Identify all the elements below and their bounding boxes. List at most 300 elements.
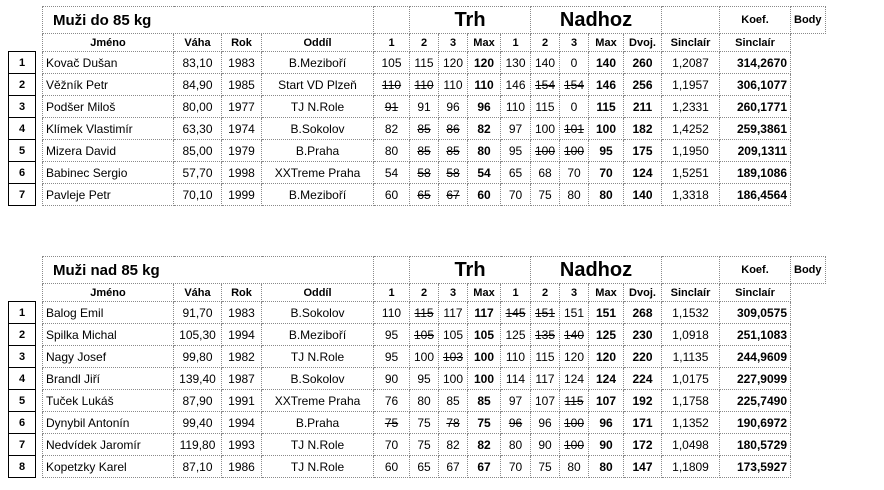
nadhoz-max: 107	[589, 390, 624, 412]
athlete-name: Podšer Miloš	[43, 96, 174, 118]
table-row	[9, 346, 826, 368]
athlete-weight: 105,30	[174, 324, 222, 346]
trh-max: 67	[468, 456, 501, 478]
sinclair-koef: 1,1352	[662, 412, 720, 434]
athlete-weight: 83,10	[174, 52, 222, 74]
nadhoz-attempt: 154	[560, 74, 589, 96]
athlete-name: Brandl Jiří	[43, 368, 174, 390]
header-row-columns	[9, 34, 826, 52]
blank-header	[662, 257, 720, 284]
results-table-nad-85	[8, 256, 826, 478]
row-number: 1	[9, 302, 36, 324]
club: B.Sokolov	[262, 302, 374, 324]
birth-year: 1979	[222, 140, 262, 162]
athlete-name: Pavleje Petr	[43, 184, 174, 206]
trh-max: 60	[468, 184, 501, 206]
athlete-name: Nedvídek Jaromír	[43, 434, 174, 456]
nadhoz-attempt: 100	[560, 434, 589, 456]
trh-a2-header: 2	[410, 284, 439, 302]
nadhoz-attempt: 151	[531, 302, 560, 324]
sinclair-koef: 1,1809	[662, 456, 720, 478]
table-row	[9, 302, 826, 324]
sinclair-koef: 1,1135	[662, 346, 720, 368]
trh-a3-header: 3	[439, 34, 468, 52]
club: Start VD Plzeň	[262, 74, 374, 96]
total: 192	[624, 390, 662, 412]
nadhoz-max: 95	[589, 140, 624, 162]
trh-attempt: 110	[439, 74, 468, 96]
row-number: 7	[9, 434, 36, 456]
athlete-name: Babinec Sergio	[43, 162, 174, 184]
nadhoz-max: 146	[589, 74, 624, 96]
sinclair-body: 251,1083	[720, 324, 791, 346]
athlete-name: Věžník Petr	[43, 74, 174, 96]
row-number: 5	[9, 140, 36, 162]
nadhoz-attempt: 114	[501, 368, 531, 390]
trh-a2-header: 2	[410, 34, 439, 52]
trh-max-header: Max	[468, 34, 501, 52]
birth-year: 1977	[222, 96, 262, 118]
koef-top-header: Koef.	[720, 257, 791, 284]
athlete-weight: 57,70	[174, 162, 222, 184]
table-row	[9, 52, 826, 74]
spacer-cell	[36, 324, 43, 346]
nadhoz-max: 70	[589, 162, 624, 184]
nadhoz-attempt: 95	[501, 140, 531, 162]
nadhoz-attempt: 70	[560, 162, 589, 184]
trh-attempt: 117	[439, 302, 468, 324]
spacer-cell	[36, 74, 43, 96]
blank-header	[662, 7, 720, 34]
sinclair-body: 225,7490	[720, 390, 791, 412]
total: 220	[624, 346, 662, 368]
trh-attempt: 91	[374, 96, 410, 118]
club: B.Praha	[262, 412, 374, 434]
nadhoz-attempt: 125	[501, 324, 531, 346]
spacer-cell	[36, 184, 43, 206]
row-number: 2	[9, 74, 36, 96]
sinclair-body: 306,1077	[720, 74, 791, 96]
trh-attempt: 76	[374, 390, 410, 412]
sinclair-body: 173,5927	[720, 456, 791, 478]
corner-blank	[9, 7, 43, 52]
trh-attempt: 95	[410, 368, 439, 390]
blank-header	[374, 7, 410, 34]
trh-attempt: 95	[374, 324, 410, 346]
total: 260	[624, 52, 662, 74]
table-row	[9, 390, 826, 412]
nadhoz-attempt: 65	[501, 162, 531, 184]
trh-max: 117	[468, 302, 501, 324]
athlete-weight: 139,40	[174, 368, 222, 390]
club: B.Meziboří	[262, 52, 374, 74]
birth-year: 1982	[222, 346, 262, 368]
sinclair-koef: 1,5251	[662, 162, 720, 184]
nadhoz-a3-header: 3	[560, 284, 589, 302]
sinclair-body: 259,3861	[720, 118, 791, 140]
trh-max: 120	[468, 52, 501, 74]
sinclair-body: 260,1771	[720, 96, 791, 118]
table-row	[9, 74, 826, 96]
spacer-cell	[36, 390, 43, 412]
spacer-cell	[36, 162, 43, 184]
blank-header	[374, 257, 410, 284]
sinclair-koef: 1,1950	[662, 140, 720, 162]
athlete-weight: 87,10	[174, 456, 222, 478]
table-row	[9, 368, 826, 390]
nadhoz-attempt: 140	[560, 324, 589, 346]
weight-header: Váha	[174, 34, 222, 52]
total: 175	[624, 140, 662, 162]
table-row	[9, 184, 826, 206]
total: 182	[624, 118, 662, 140]
spacer-cell	[36, 118, 43, 140]
nadhoz-max-header: Max	[589, 34, 624, 52]
nadhoz-max: 124	[589, 368, 624, 390]
birth-year: 1993	[222, 434, 262, 456]
trh-attempt: 85	[439, 390, 468, 412]
sinclair-koef: 1,4252	[662, 118, 720, 140]
club: TJ N.Role	[262, 434, 374, 456]
athlete-weight: 99,80	[174, 346, 222, 368]
nadhoz-attempt: 96	[501, 412, 531, 434]
trh-attempt: 100	[410, 346, 439, 368]
year-header: Rok	[222, 284, 262, 302]
nadhoz-attempt: 115	[531, 346, 560, 368]
koef-header: Sinclaír	[662, 34, 720, 52]
nadhoz-attempt: 140	[531, 52, 560, 74]
birth-year: 1974	[222, 118, 262, 140]
nadhoz-attempt: 80	[560, 456, 589, 478]
spacer-cell	[36, 96, 43, 118]
sinclair-koef: 1,1758	[662, 390, 720, 412]
birth-year: 1994	[222, 324, 262, 346]
trh-attempt: 82	[439, 434, 468, 456]
athlete-name: Mizera David	[43, 140, 174, 162]
trh-max: 100	[468, 346, 501, 368]
header-row-top	[9, 7, 826, 34]
total: 124	[624, 162, 662, 184]
trh-attempt: 90	[374, 368, 410, 390]
club-header: Oddíl	[262, 34, 374, 52]
nadhoz-attempt: 80	[560, 184, 589, 206]
nadhoz-attempt: 110	[501, 96, 531, 118]
trh-attempt: 110	[410, 74, 439, 96]
nadhoz-a3-header: 3	[560, 34, 589, 52]
trh-max: 54	[468, 162, 501, 184]
nadhoz-attempt: 75	[531, 456, 560, 478]
row-number: 3	[9, 346, 36, 368]
athlete-weight: 84,90	[174, 74, 222, 96]
table-row	[9, 96, 826, 118]
club-header: Oddíl	[262, 284, 374, 302]
nadhoz-attempt: 100	[531, 118, 560, 140]
trh-attempt: 58	[439, 162, 468, 184]
sinclair-koef: 1,2087	[662, 52, 720, 74]
trh-attempt: 75	[410, 434, 439, 456]
nadhoz-attempt: 90	[531, 434, 560, 456]
birth-year: 1986	[222, 456, 262, 478]
spacer-cell	[36, 412, 43, 434]
trh-max: 80	[468, 140, 501, 162]
table-row	[9, 118, 826, 140]
trh-attempt: 86	[439, 118, 468, 140]
athlete-name: Nagy Josef	[43, 346, 174, 368]
athlete-name: Klímek Vlastimír	[43, 118, 174, 140]
results-table-do-85	[8, 6, 826, 206]
spacer-cell	[36, 52, 43, 74]
nadhoz-attempt: 97	[501, 118, 531, 140]
nadhoz-max: 125	[589, 324, 624, 346]
table-row	[9, 456, 826, 478]
birth-year: 1983	[222, 302, 262, 324]
athlete-weight: 85,00	[174, 140, 222, 162]
spacer-cell	[36, 346, 43, 368]
body-header: Sinclaír	[720, 284, 791, 302]
trh-section-header: Trh	[410, 257, 531, 284]
athlete-name: Kovač Dušan	[43, 52, 174, 74]
sinclair-body: 186,4564	[720, 184, 791, 206]
row-number: 1	[9, 52, 36, 74]
trh-attempt: 80	[410, 390, 439, 412]
nadhoz-attempt: 100	[560, 412, 589, 434]
name-header: Jméno	[43, 34, 174, 52]
trh-a3-header: 3	[439, 284, 468, 302]
nadhoz-attempt: 0	[560, 52, 589, 74]
trh-max: 100	[468, 368, 501, 390]
row-number: 2	[9, 324, 36, 346]
sinclair-body: 244,9609	[720, 346, 791, 368]
club: B.Meziboří	[262, 184, 374, 206]
row-number: 6	[9, 162, 36, 184]
club: XXTreme Praha	[262, 162, 374, 184]
body-top-header: Body	[791, 257, 826, 284]
total: 172	[624, 434, 662, 456]
nadhoz-attempt: 154	[531, 74, 560, 96]
trh-attempt: 75	[374, 412, 410, 434]
trh-attempt: 100	[439, 368, 468, 390]
trh-attempt: 67	[439, 456, 468, 478]
nadhoz-section-header: Nadhoz	[531, 257, 662, 284]
trh-attempt: 105	[410, 324, 439, 346]
nadhoz-attempt: 110	[501, 346, 531, 368]
birth-year: 1991	[222, 390, 262, 412]
club: TJ N.Role	[262, 96, 374, 118]
birth-year: 1998	[222, 162, 262, 184]
trh-attempt: 91	[410, 96, 439, 118]
trh-attempt: 80	[374, 140, 410, 162]
trh-attempt: 85	[410, 140, 439, 162]
nadhoz-max: 80	[589, 456, 624, 478]
body-top-header: Body	[791, 7, 826, 34]
athlete-weight: 70,10	[174, 184, 222, 206]
sinclair-koef: 1,1957	[662, 74, 720, 96]
club: B.Meziboří	[262, 324, 374, 346]
trh-max: 85	[468, 390, 501, 412]
sinclair-koef: 1,0498	[662, 434, 720, 456]
athlete-name: Tuček Lukáš	[43, 390, 174, 412]
trh-attempt: 115	[410, 302, 439, 324]
table-row	[9, 434, 826, 456]
name-header: Jméno	[43, 284, 174, 302]
nadhoz-attempt: 115	[531, 96, 560, 118]
total: 171	[624, 412, 662, 434]
sinclair-koef: 1,3318	[662, 184, 720, 206]
category-title: Muži nad 85 kg	[43, 257, 374, 284]
club: B.Praha	[262, 140, 374, 162]
trh-attempt: 65	[410, 456, 439, 478]
trh-attempt: 82	[374, 118, 410, 140]
weight-header: Váha	[174, 284, 222, 302]
spacer-cell	[36, 140, 43, 162]
trh-attempt: 103	[439, 346, 468, 368]
nadhoz-max: 80	[589, 184, 624, 206]
nadhoz-a2-header: 2	[531, 284, 560, 302]
table-row	[9, 412, 826, 434]
nadhoz-attempt: 97	[501, 390, 531, 412]
total: 224	[624, 368, 662, 390]
row-number: 3	[9, 96, 36, 118]
athlete-name: Spilka Michal	[43, 324, 174, 346]
birth-year: 1987	[222, 368, 262, 390]
nadhoz-max: 100	[589, 118, 624, 140]
nadhoz-attempt: 80	[501, 434, 531, 456]
sinclair-body: 180,5729	[720, 434, 791, 456]
athlete-weight: 119,80	[174, 434, 222, 456]
trh-max: 96	[468, 96, 501, 118]
table-row	[9, 140, 826, 162]
trh-section-header: Trh	[410, 7, 531, 34]
nadhoz-a2-header: 2	[531, 34, 560, 52]
total-header: Dvoj.	[624, 34, 662, 52]
nadhoz-attempt: 146	[501, 74, 531, 96]
birth-year: 1985	[222, 74, 262, 96]
header-row-columns	[9, 284, 826, 302]
sinclair-body: 309,0575	[720, 302, 791, 324]
header-row-top	[9, 257, 826, 284]
nadhoz-max: 90	[589, 434, 624, 456]
nadhoz-attempt: 135	[531, 324, 560, 346]
nadhoz-max: 140	[589, 52, 624, 74]
sinclair-body: 227,9099	[720, 368, 791, 390]
nadhoz-attempt: 68	[531, 162, 560, 184]
spacer-cell	[36, 368, 43, 390]
trh-attempt: 54	[374, 162, 410, 184]
nadhoz-attempt: 75	[531, 184, 560, 206]
trh-attempt: 105	[439, 324, 468, 346]
club: XXTreme Praha	[262, 390, 374, 412]
athlete-weight: 80,00	[174, 96, 222, 118]
athlete-weight: 91,70	[174, 302, 222, 324]
athlete-name: Kopetzky Karel	[43, 456, 174, 478]
row-number: 4	[9, 368, 36, 390]
total: 268	[624, 302, 662, 324]
total: 256	[624, 74, 662, 96]
nadhoz-attempt: 151	[560, 302, 589, 324]
trh-attempt: 120	[439, 52, 468, 74]
nadhoz-a1-header: 1	[501, 284, 531, 302]
row-number: 7	[9, 184, 36, 206]
total-header: Dvoj.	[624, 284, 662, 302]
sinclair-koef: 1,2331	[662, 96, 720, 118]
trh-attempt: 115	[410, 52, 439, 74]
athlete-weight: 99,40	[174, 412, 222, 434]
nadhoz-max: 151	[589, 302, 624, 324]
trh-attempt: 96	[439, 96, 468, 118]
koef-top-header: Koef.	[720, 7, 791, 34]
category-title: Muži do 85 kg	[43, 7, 374, 34]
trh-attempt: 110	[374, 74, 410, 96]
trh-max: 105	[468, 324, 501, 346]
nadhoz-section-header: Nadhoz	[531, 7, 662, 34]
row-number: 6	[9, 412, 36, 434]
total: 211	[624, 96, 662, 118]
trh-attempt: 58	[410, 162, 439, 184]
sinclair-body: 190,6972	[720, 412, 791, 434]
trh-attempt: 78	[439, 412, 468, 434]
trh-attempt: 110	[374, 302, 410, 324]
trh-attempt: 60	[374, 184, 410, 206]
trh-attempt: 65	[410, 184, 439, 206]
row-number: 4	[9, 118, 36, 140]
trh-attempt: 105	[374, 52, 410, 74]
spacer-cell	[36, 456, 43, 478]
total: 140	[624, 184, 662, 206]
club: B.Sokolov	[262, 368, 374, 390]
row-number: 5	[9, 390, 36, 412]
athlete-weight: 63,30	[174, 118, 222, 140]
sinclair-koef: 1,0918	[662, 324, 720, 346]
sinclair-body: 189,1086	[720, 162, 791, 184]
trh-attempt: 85	[439, 140, 468, 162]
athlete-weight: 87,90	[174, 390, 222, 412]
club: TJ N.Role	[262, 456, 374, 478]
year-header: Rok	[222, 34, 262, 52]
trh-max: 75	[468, 412, 501, 434]
nadhoz-attempt: 124	[560, 368, 589, 390]
nadhoz-attempt: 145	[501, 302, 531, 324]
nadhoz-attempt: 107	[531, 390, 560, 412]
trh-attempt: 60	[374, 456, 410, 478]
total: 230	[624, 324, 662, 346]
nadhoz-attempt: 100	[531, 140, 560, 162]
trh-max: 82	[468, 118, 501, 140]
nadhoz-attempt: 96	[531, 412, 560, 434]
nadhoz-attempt: 130	[501, 52, 531, 74]
nadhoz-a1-header: 1	[501, 34, 531, 52]
club: TJ N.Role	[262, 346, 374, 368]
nadhoz-attempt: 100	[560, 140, 589, 162]
row-number: 8	[9, 456, 36, 478]
birth-year: 1994	[222, 412, 262, 434]
spacer-cell	[36, 434, 43, 456]
trh-attempt: 75	[410, 412, 439, 434]
corner-blank	[9, 257, 43, 302]
sinclair-koef: 1,0175	[662, 368, 720, 390]
koef-header: Sinclaír	[662, 284, 720, 302]
nadhoz-max: 115	[589, 96, 624, 118]
trh-attempt: 85	[410, 118, 439, 140]
birth-year: 1999	[222, 184, 262, 206]
athlete-name: Balog Emil	[43, 302, 174, 324]
trh-a1-header: 1	[374, 284, 410, 302]
trh-attempt: 67	[439, 184, 468, 206]
trh-attempt: 95	[374, 346, 410, 368]
nadhoz-attempt: 120	[560, 346, 589, 368]
nadhoz-attempt: 70	[501, 456, 531, 478]
sinclair-body: 314,2670	[720, 52, 791, 74]
athlete-name: Dynybil Antonín	[43, 412, 174, 434]
